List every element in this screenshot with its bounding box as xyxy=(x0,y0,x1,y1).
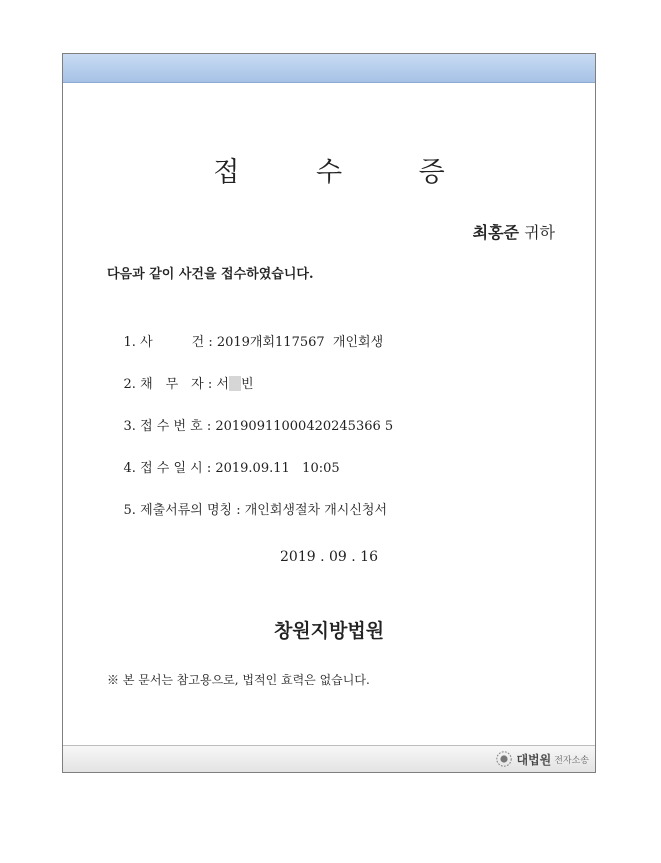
field-document-name xyxy=(107,484,387,533)
recipient xyxy=(473,220,555,243)
debtor-name-prefix: 서 xyxy=(216,377,229,392)
logo-brand: 대법원 xyxy=(516,752,552,767)
document-title: 접 수 증 xyxy=(213,157,479,188)
supreme-court-logo xyxy=(495,750,589,768)
recipient-suffix: 귀하 xyxy=(519,223,555,242)
field-label: 2. 채 무 자 : xyxy=(123,377,217,392)
header-band xyxy=(63,54,595,83)
issue-date: 2019 . 09 . 16 xyxy=(280,549,378,565)
recipient-name: 최홍준 xyxy=(472,223,519,242)
court-name: 창원지방법원 xyxy=(273,620,385,642)
intro-text: 다음과 같이 사건을 접수하였습니다. xyxy=(107,267,314,282)
court-emblem-icon xyxy=(495,750,513,768)
field-label: 4. 접 수 일 시 : xyxy=(123,461,216,476)
field-label: 3. 접 수 번 호 : xyxy=(123,419,216,434)
field-value: 20190911000420245366 5 xyxy=(215,419,394,434)
document-frame xyxy=(62,53,596,773)
field-label: 1. 사 건 : xyxy=(123,335,217,350)
field-value: 2019개회117567 개인회생 xyxy=(216,335,384,350)
footer-band xyxy=(63,745,595,772)
field-label: 5. 제출서류의 명칭 : xyxy=(123,503,245,518)
redaction-box xyxy=(229,376,241,391)
field-value: 개인회생절차 개시신청서 xyxy=(244,503,388,518)
logo-subtitle: 전자소송 xyxy=(554,755,589,766)
debtor-name-suffix: 빈 xyxy=(240,377,254,392)
disclaimer-note: ※ 본 문서는 참고용으로, 법적인 효력은 없습니다. xyxy=(107,673,370,687)
field-value: 2019.09.11 10:05 xyxy=(215,461,340,476)
